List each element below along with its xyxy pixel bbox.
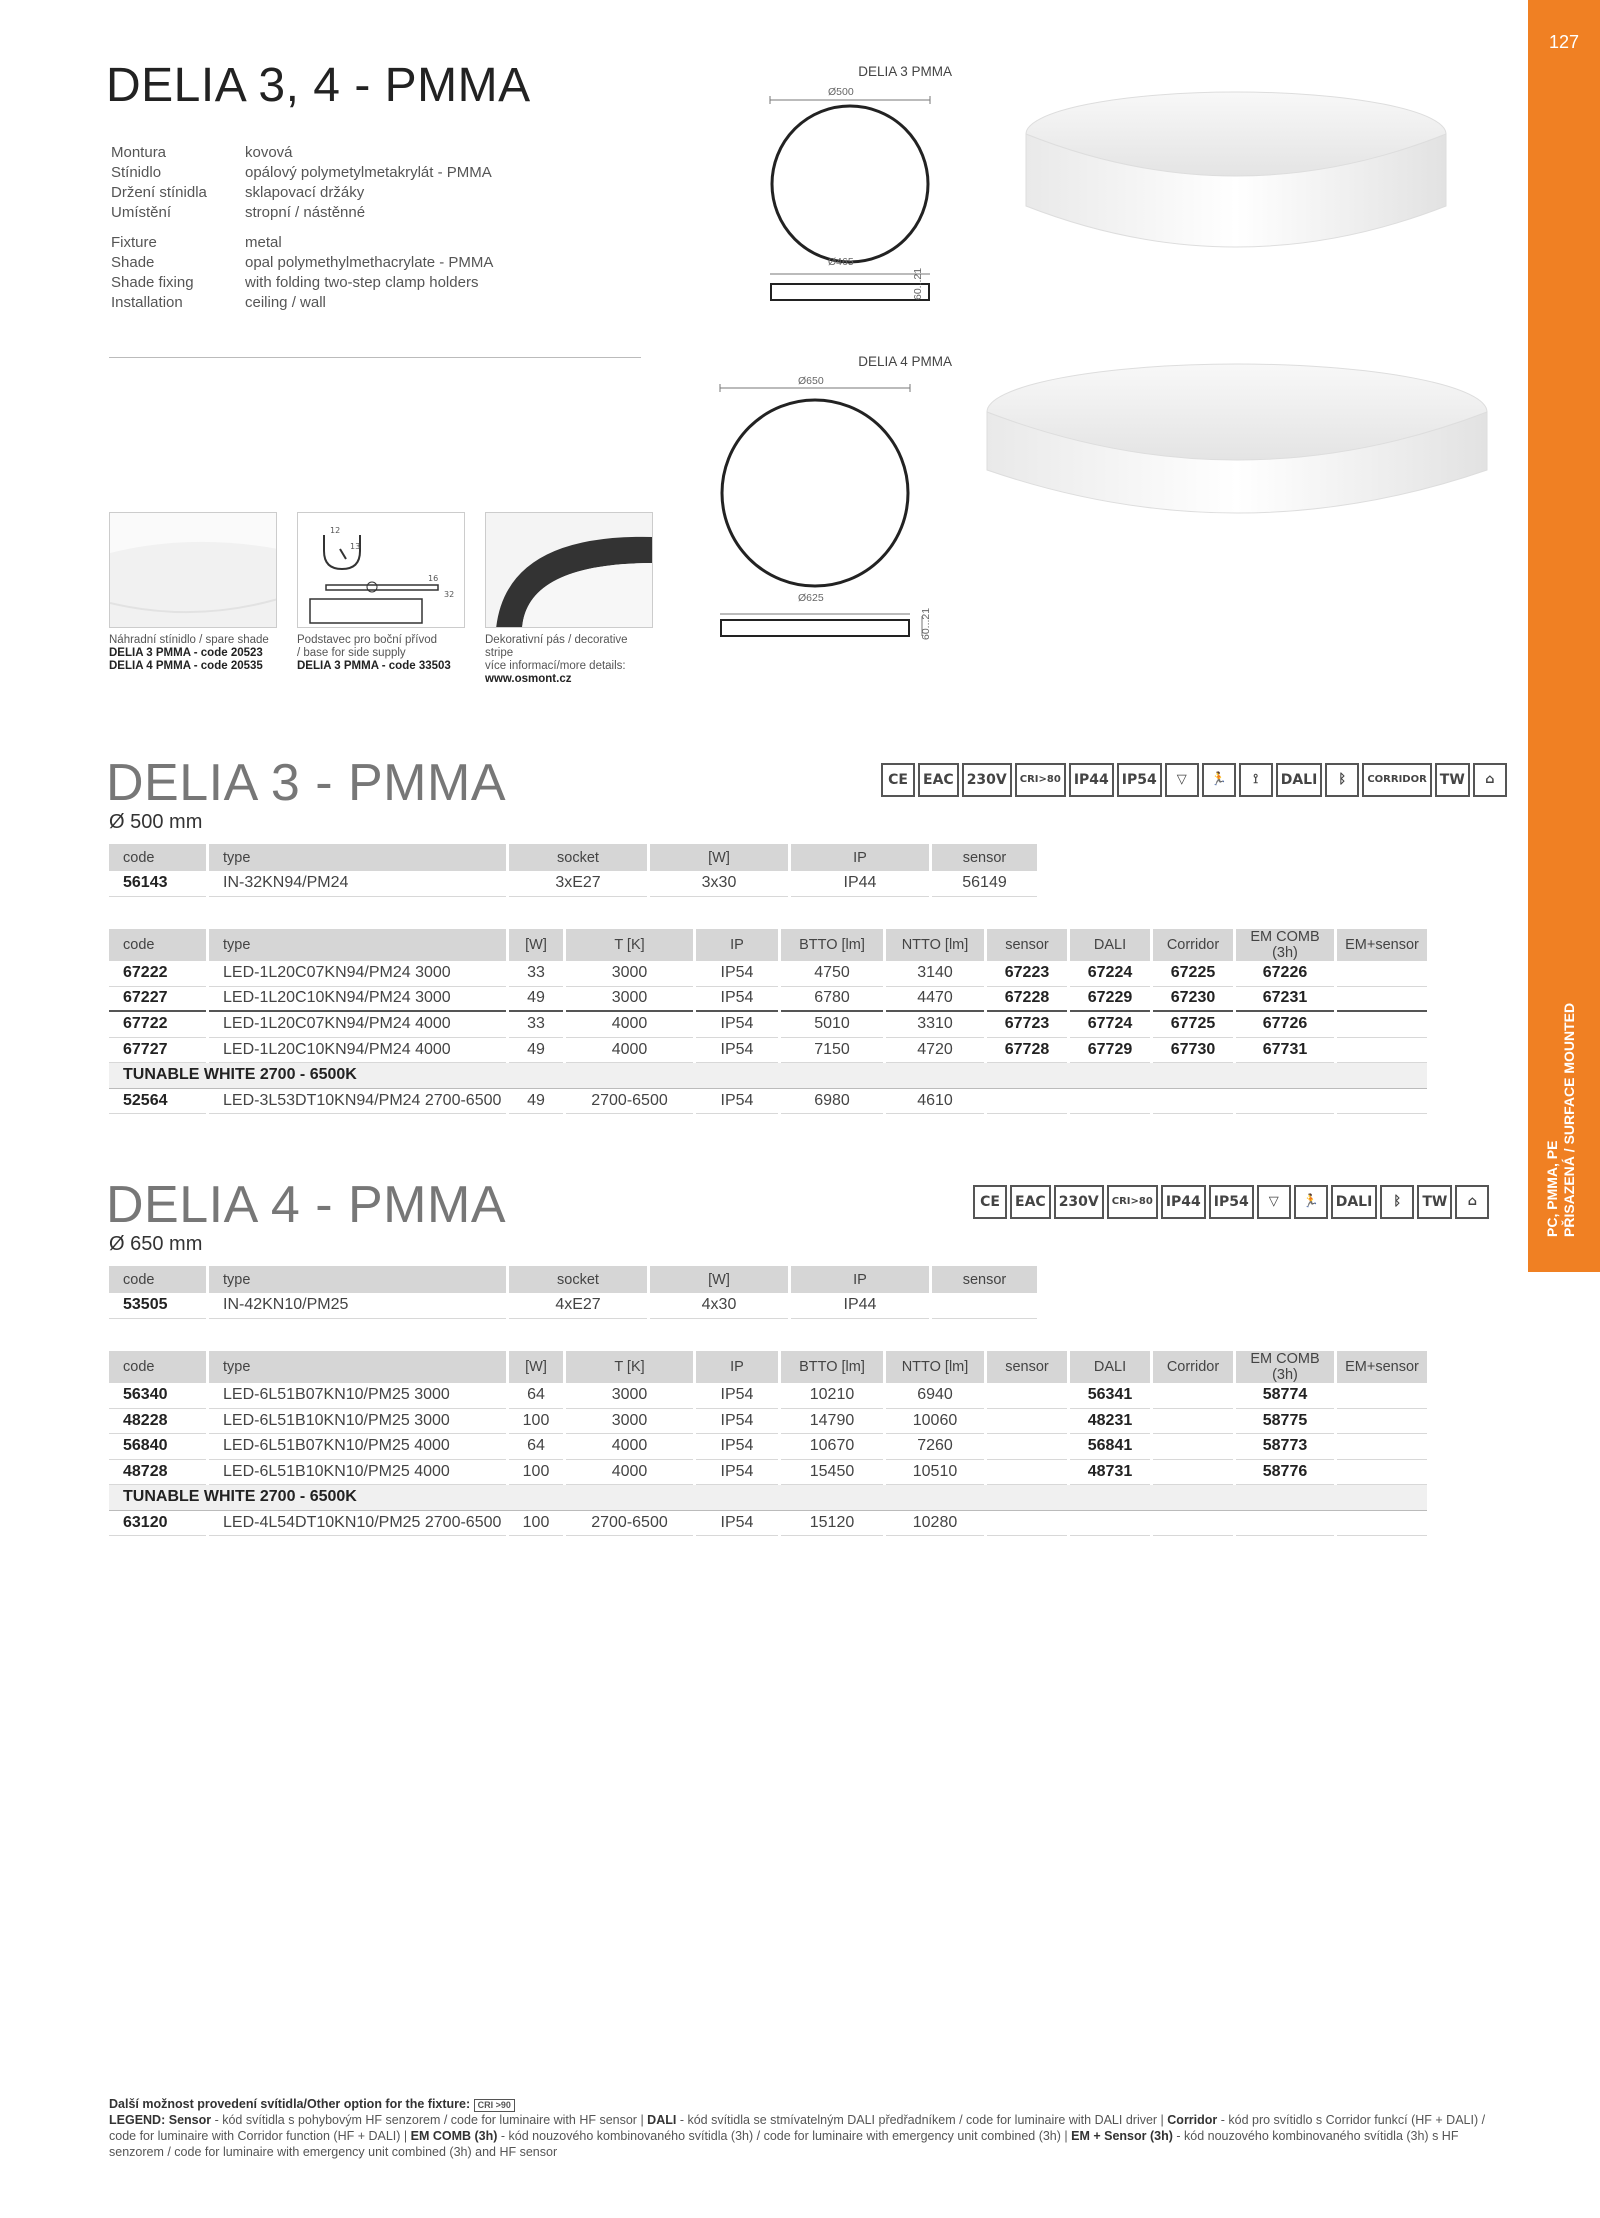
table-cell (1153, 1434, 1233, 1460)
table-cell: 67731 (1236, 1038, 1334, 1064)
table-cell: 10670 (781, 1434, 883, 1460)
table-row (109, 1383, 1427, 1409)
table-cell: 58774 (1236, 1383, 1334, 1409)
table-cell: 52564 (109, 1089, 206, 1115)
column-header: T [K] (566, 1351, 693, 1383)
cert-icon-f: ▽ (1257, 1185, 1291, 1219)
spec-row (111, 164, 492, 182)
delia4-diameter: Ø 650 mm (109, 1233, 203, 1255)
page-number: 127 (1548, 32, 1580, 52)
column-header: IP (696, 929, 778, 961)
table-cell: 58776 (1236, 1460, 1334, 1486)
cert-icon-eac: EAC (1010, 1185, 1051, 1219)
delia3-certification-icons (881, 763, 1507, 797)
delia3-e27-table (106, 844, 1040, 897)
table-cell: 56143 (109, 871, 206, 897)
table-cell: 3310 (886, 1012, 984, 1038)
spec-value: opálový polymetylmetakrylát - PMMA (245, 164, 492, 181)
table-cell: 10060 (886, 1409, 984, 1435)
drawing-label-delia3: DELIA 3 PMMA (858, 64, 952, 79)
table-row (109, 961, 1427, 987)
column-header: DALI (1070, 929, 1150, 961)
cert-icon-exit: 🏃 (1202, 763, 1236, 797)
delia4-e27-table (106, 1266, 1040, 1319)
table-cell: IN-32KN94/PM24 (209, 871, 506, 897)
table-cell (1337, 1511, 1427, 1537)
table-cell: 49 (509, 1089, 563, 1115)
table-row (109, 987, 1427, 1013)
column-header: NTTO [lm] (886, 1351, 984, 1383)
table-cell: 4750 (781, 961, 883, 987)
table-cell (1236, 1089, 1334, 1115)
table-cell (1070, 1511, 1150, 1537)
delia4-certification-icons (973, 1185, 1489, 1219)
spec-key: Fixture (111, 234, 157, 251)
table-cell: 67231 (1236, 987, 1334, 1013)
table-cell: 56841 (1070, 1434, 1150, 1460)
column-header: sensor (932, 1266, 1037, 1293)
table-cell: 15120 (781, 1511, 883, 1537)
page-title: DELIA 3, 4 - PMMA (106, 59, 531, 112)
table-cell (932, 1293, 1037, 1319)
table-cell: IP54 (696, 1511, 778, 1537)
spec-row (111, 254, 493, 272)
cert-icon-ip44: IP44 (1069, 763, 1114, 797)
column-header: socket (509, 1266, 647, 1293)
spec-value: metal (245, 234, 282, 251)
table-cell: 67726 (1236, 1012, 1334, 1038)
table-cell: LED-1L20C10KN94/PM24 3000 (209, 987, 506, 1013)
spec-table-cz (109, 142, 494, 224)
column-header: [W] (509, 929, 563, 961)
table-cell: 4xE27 (509, 1293, 647, 1319)
cert-icon-f: ▽ (1165, 763, 1199, 797)
delia3-title: DELIA 3 - PMMA (106, 754, 506, 812)
table-cell (1153, 1409, 1233, 1435)
table-cell (1337, 1012, 1427, 1038)
table-cell: 67223 (987, 961, 1067, 987)
delia4-title: DELIA 4 - PMMA (106, 1176, 506, 1234)
table-cell: 7150 (781, 1038, 883, 1064)
table-cell: IP54 (696, 1434, 778, 1460)
delia4-height: 60...21 (920, 607, 932, 640)
spec-table-en (109, 232, 495, 314)
cri90-badge: CRI >90 (474, 2099, 515, 2112)
table-cell: 4720 (886, 1038, 984, 1064)
table-cell (1337, 1383, 1427, 1409)
table-cell: 10280 (886, 1511, 984, 1537)
spec-value: ceiling / wall (245, 294, 326, 311)
spec-row (111, 294, 493, 312)
table-cell: 6980 (781, 1089, 883, 1115)
table-cell: 63120 (109, 1511, 206, 1537)
cert-icon-tw: TW (1435, 763, 1470, 797)
table-cell (1337, 1038, 1427, 1064)
table-cell (1153, 1460, 1233, 1486)
decorative-stripe-image (485, 512, 653, 628)
cert-icon-smart: ⌂ (1473, 763, 1507, 797)
cert-icon-bluetooth: ᛒ (1325, 763, 1359, 797)
table-cell (1337, 987, 1427, 1013)
delia3-product-photo (1020, 88, 1452, 278)
table-cell (1337, 961, 1427, 987)
column-header: NTTO [lm] (886, 929, 984, 961)
column-header: type (209, 844, 506, 871)
table-cell (987, 1460, 1067, 1486)
cert-icon-ce: CE (973, 1185, 1007, 1219)
spec-key: Stínidlo (111, 164, 162, 181)
cert-icon-ip54: IP54 (1117, 763, 1162, 797)
website-link[interactable]: www.osmont.cz (485, 673, 572, 685)
table-cell: 56840 (109, 1434, 206, 1460)
table-cell: 67227 (109, 987, 206, 1013)
spec-value: kovová (245, 144, 293, 161)
table-cell: 67729 (1070, 1038, 1150, 1064)
table-cell: 3000 (566, 987, 693, 1013)
cert-icon-tw: TW (1417, 1185, 1452, 1219)
column-header: BTTO [lm] (781, 1351, 883, 1383)
table-cell: 48731 (1070, 1460, 1150, 1486)
table-cell: 67725 (1153, 1012, 1233, 1038)
table-cell (1153, 1383, 1233, 1409)
table-cell: IP44 (791, 871, 929, 897)
cert-icon-sensor: ⟟ (1239, 763, 1273, 797)
table-cell: 10210 (781, 1383, 883, 1409)
side-supply-caption: Podstavec pro boční přívod / base for side supply DELIA 3 PMMA - code 33503 (297, 634, 451, 672)
table-cell (987, 1434, 1067, 1460)
spec-value: opal polymethylmethacrylate - PMMA (245, 254, 494, 271)
table-cell: 3000 (566, 1409, 693, 1435)
table-cell: IP54 (696, 961, 778, 987)
table-cell: 56149 (932, 871, 1037, 897)
table-cell (1070, 1089, 1150, 1115)
table-cell (987, 1409, 1067, 1435)
table-cell: 58775 (1236, 1409, 1334, 1435)
table-cell: 53505 (109, 1293, 206, 1319)
svg-text:12: 12 (330, 526, 341, 535)
column-header: IP (791, 1266, 929, 1293)
column-header: sensor (987, 1351, 1067, 1383)
table-cell: 58773 (1236, 1434, 1334, 1460)
table-row (109, 1038, 1427, 1064)
column-header: code (109, 1351, 206, 1383)
table-cell (1337, 1089, 1427, 1115)
column-header: DALI (1070, 1351, 1150, 1383)
spec-key: Držení stínidla (111, 184, 207, 201)
column-header: code (109, 844, 206, 871)
table-cell: 2700-6500 (566, 1511, 693, 1537)
table-cell (1337, 1409, 1427, 1435)
table-cell (1236, 1511, 1334, 1537)
side-section-label (1544, 1003, 1578, 1237)
table-cell: 4x30 (650, 1293, 788, 1319)
drawing-label-delia4: DELIA 4 PMMA (858, 354, 952, 369)
spec-row (111, 204, 492, 222)
table-cell: IP54 (696, 1409, 778, 1435)
delia3-diameter: Ø 500 mm (109, 811, 203, 833)
table-row (109, 1434, 1427, 1460)
delia3-height: 60...21 (912, 267, 924, 300)
cert-icon-bluetooth: ᛒ (1380, 1185, 1414, 1219)
table-cell: IN-42KN10/PM25 (209, 1293, 506, 1319)
table-row (109, 1409, 1427, 1435)
table-cell: LED-4L54DT10KN10/PM25 2700-6500 (209, 1511, 506, 1537)
column-header: EM+sensor (1337, 1351, 1427, 1383)
table-cell: LED-6L51B10KN10/PM25 3000 (209, 1409, 506, 1435)
table-cell: 67222 (109, 961, 206, 987)
spec-row (111, 184, 492, 202)
delia3-led-table (106, 929, 1430, 1114)
delia4-top-diameter: Ø650 (798, 375, 824, 387)
table-cell: IP54 (696, 1038, 778, 1064)
column-header: BTTO [lm] (781, 929, 883, 961)
table-row (109, 1089, 1427, 1115)
table-cell: 4000 (566, 1038, 693, 1064)
table-cell: LED-1L20C07KN94/PM24 4000 (209, 1012, 506, 1038)
table-cell: 10510 (886, 1460, 984, 1486)
table-cell: 56340 (109, 1383, 206, 1409)
table-cell: 7260 (886, 1434, 984, 1460)
table-cell: 100 (509, 1511, 563, 1537)
table-cell: 4000 (566, 1460, 693, 1486)
tunable-white-label: TUNABLE WHITE 2700 - 6500K (109, 1485, 1427, 1511)
table-cell: 49 (509, 987, 563, 1013)
table-row (109, 1012, 1427, 1038)
table-cell: 67226 (1236, 961, 1334, 987)
table-row (109, 1460, 1427, 1486)
column-header: T [K] (566, 929, 693, 961)
spec-row (111, 144, 492, 162)
table-cell: IP54 (696, 1012, 778, 1038)
table-cell: LED-1L20C07KN94/PM24 3000 (209, 961, 506, 987)
table-cell: 3000 (566, 961, 693, 987)
column-header: EM COMB (3h) (1236, 929, 1334, 961)
column-header: code (109, 1266, 206, 1293)
table-cell: LED-1L20C10KN94/PM24 4000 (209, 1038, 506, 1064)
table-cell: 4610 (886, 1089, 984, 1115)
table-row (109, 1293, 1037, 1319)
delia4-led-table (106, 1351, 1430, 1536)
column-header: sensor (932, 844, 1037, 871)
column-header: [W] (650, 1266, 788, 1293)
table-cell: 67722 (109, 1012, 206, 1038)
table-cell (987, 1383, 1067, 1409)
cert-icon-cri-80: CRI >80 (1015, 763, 1066, 797)
delia4-product-photo (982, 360, 1492, 536)
cert-icon-230v: 230V (1054, 1185, 1104, 1219)
table-cell: 5010 (781, 1012, 883, 1038)
table-cell: 100 (509, 1409, 563, 1435)
delia4-drawing (712, 374, 942, 644)
table-cell: 67229 (1070, 987, 1150, 1013)
column-header: EM COMB (3h) (1236, 1351, 1334, 1383)
column-header: type (209, 1351, 506, 1383)
table-cell: 67724 (1070, 1012, 1150, 1038)
table-cell: 4000 (566, 1434, 693, 1460)
table-row (109, 871, 1037, 897)
table-cell: 67727 (109, 1038, 206, 1064)
table-cell: 33 (509, 1012, 563, 1038)
cert-icon-dali: DALI (1276, 763, 1323, 797)
table-cell: 14790 (781, 1409, 883, 1435)
table-cell (1337, 1434, 1427, 1460)
table-cell: 3xE27 (509, 871, 647, 897)
table-cell: 48231 (1070, 1409, 1150, 1435)
table-cell (987, 1089, 1067, 1115)
table-cell: 100 (509, 1460, 563, 1486)
tunable-white-row (109, 1063, 1427, 1089)
table-cell: LED-3L53DT10KN94/PM24 2700-6500 (209, 1089, 506, 1115)
cert-icon-exit: 🏃 (1294, 1185, 1328, 1219)
table-cell: 67228 (987, 987, 1067, 1013)
svg-text:13: 13 (350, 542, 361, 551)
tunable-white-label: TUNABLE WHITE 2700 - 6500K (109, 1063, 1427, 1089)
legend-footer: Další možnost provedení svítidla/Other option for the fixture: CRI >90 LEGEND: Sensor - kód svítidla s pohybovým HF senzorem / code for luminaire with HF sensor | DALI - kód svítidla se stmívatelným DALI předřadníkem / code for luminaire with DALI driver | Corridor - kód pro svítidlo s Corridor funkcí (HF + DALI) / code for luminaire with Corridor function (HF + DALI) | EM COMB (3h) - kód nouzového kombinovaného svítidla (3h) / code for luminaire with emergency unit combined (3h) | EM + Sensor (3h) - kód nouzového kombinovaného svítidla (3h) s HF senzorem / code for luminaire with emergency unit combined (3h) and HF sensor (109, 2097, 1486, 2159)
table-cell (1337, 1460, 1427, 1486)
spec-key: Shade (111, 254, 155, 271)
side-label-line2: PŘISAZENÁ / SURFACE MOUNTED (1561, 1002, 1577, 1237)
spec-value: stropní / nástěnné (245, 204, 366, 221)
table-cell: IP54 (696, 987, 778, 1013)
table-cell: 6940 (886, 1383, 984, 1409)
table-cell (1153, 1089, 1233, 1115)
table-cell: 3000 (566, 1383, 693, 1409)
table-cell (1153, 1511, 1233, 1537)
spec-row (111, 274, 493, 292)
column-header: IP (791, 844, 929, 871)
spec-key: Shade fixing (111, 274, 194, 291)
cert-icon-ip54: IP54 (1209, 1185, 1254, 1219)
delia4-side-diameter: Ø625 (798, 592, 824, 604)
table-cell: IP54 (696, 1460, 778, 1486)
column-header: socket (509, 844, 647, 871)
spare-shade-image (109, 512, 277, 628)
side-label-line1: PC, PMMA, PE (1544, 1140, 1560, 1237)
svg-text:32: 32 (444, 590, 455, 599)
spec-value: sklapovací držáky (245, 184, 365, 201)
table-cell (987, 1511, 1067, 1537)
table-cell: 67224 (1070, 961, 1150, 987)
column-header: sensor (987, 929, 1067, 961)
column-header: Corridor (1153, 1351, 1233, 1383)
delia3-top-diameter: Ø500 (828, 86, 854, 98)
table-cell: 48228 (109, 1409, 206, 1435)
column-header: EM+sensor (1337, 929, 1427, 961)
column-header: code (109, 929, 206, 961)
table-cell: IP44 (791, 1293, 929, 1319)
cert-icon-eac: EAC (918, 763, 959, 797)
table-cell: 6780 (781, 987, 883, 1013)
svg-text:16: 16 (428, 574, 439, 583)
table-cell: 33 (509, 961, 563, 987)
divider (109, 357, 641, 358)
table-cell: LED-6L51B10KN10/PM25 4000 (209, 1460, 506, 1486)
column-header: type (209, 1266, 506, 1293)
column-header: type (209, 929, 506, 961)
table-cell: 67225 (1153, 961, 1233, 987)
table-cell: 67230 (1153, 987, 1233, 1013)
spec-key: Montura (111, 144, 167, 161)
spec-key: Umístění (111, 204, 172, 221)
cert-icon-smart: ⌂ (1455, 1185, 1489, 1219)
table-cell: 67730 (1153, 1038, 1233, 1064)
table-cell: LED-6L51B07KN10/PM25 4000 (209, 1434, 506, 1460)
tunable-white-row (109, 1485, 1427, 1511)
side-supply-base-image (297, 512, 465, 628)
cert-icon-cri-80: CRI >80 (1107, 1185, 1158, 1219)
table-cell: 3140 (886, 961, 984, 987)
table-cell: 49 (509, 1038, 563, 1064)
table-cell: IP54 (696, 1383, 778, 1409)
table-cell: 67723 (987, 1012, 1067, 1038)
table-cell: 67728 (987, 1038, 1067, 1064)
spec-value: with folding two-step clamp holders (245, 274, 479, 291)
cert-icon-ip44: IP44 (1161, 1185, 1206, 1219)
table-cell: 56341 (1070, 1383, 1150, 1409)
table-cell: 64 (509, 1383, 563, 1409)
column-header: [W] (650, 844, 788, 871)
decorative-stripe-caption: Dekorativní pás / decorative stripe více informací/more details: www.osmont.cz (485, 634, 628, 685)
cert-icon-dali: DALI (1331, 1185, 1378, 1219)
table-row (109, 1511, 1427, 1537)
table-cell: 64 (509, 1434, 563, 1460)
table-cell: LED-6L51B07KN10/PM25 3000 (209, 1383, 506, 1409)
table-cell: 4470 (886, 987, 984, 1013)
table-cell: IP54 (696, 1089, 778, 1115)
spec-row (111, 234, 493, 252)
table-cell: 4000 (566, 1012, 693, 1038)
column-header: Corridor (1153, 929, 1233, 961)
column-header: IP (696, 1351, 778, 1383)
table-cell: 48728 (109, 1460, 206, 1486)
cert-icon-230v: 230V (962, 763, 1012, 797)
table-cell: 3x30 (650, 871, 788, 897)
table-cell: 15450 (781, 1460, 883, 1486)
delia3-side-diameter: Ø465 (828, 256, 854, 268)
cert-icon-corr-idor: CORR IDOR (1362, 763, 1431, 797)
spec-key: Installation (111, 294, 183, 311)
spare-shade-caption: Náhradní stínidlo / spare shade DELIA 3 PMMA - code 20523 DELIA 4 PMMA - code 20535 (109, 634, 269, 672)
cert-icon-ce: CE (881, 763, 915, 797)
table-cell: 2700-6500 (566, 1089, 693, 1115)
column-header: [W] (509, 1351, 563, 1383)
